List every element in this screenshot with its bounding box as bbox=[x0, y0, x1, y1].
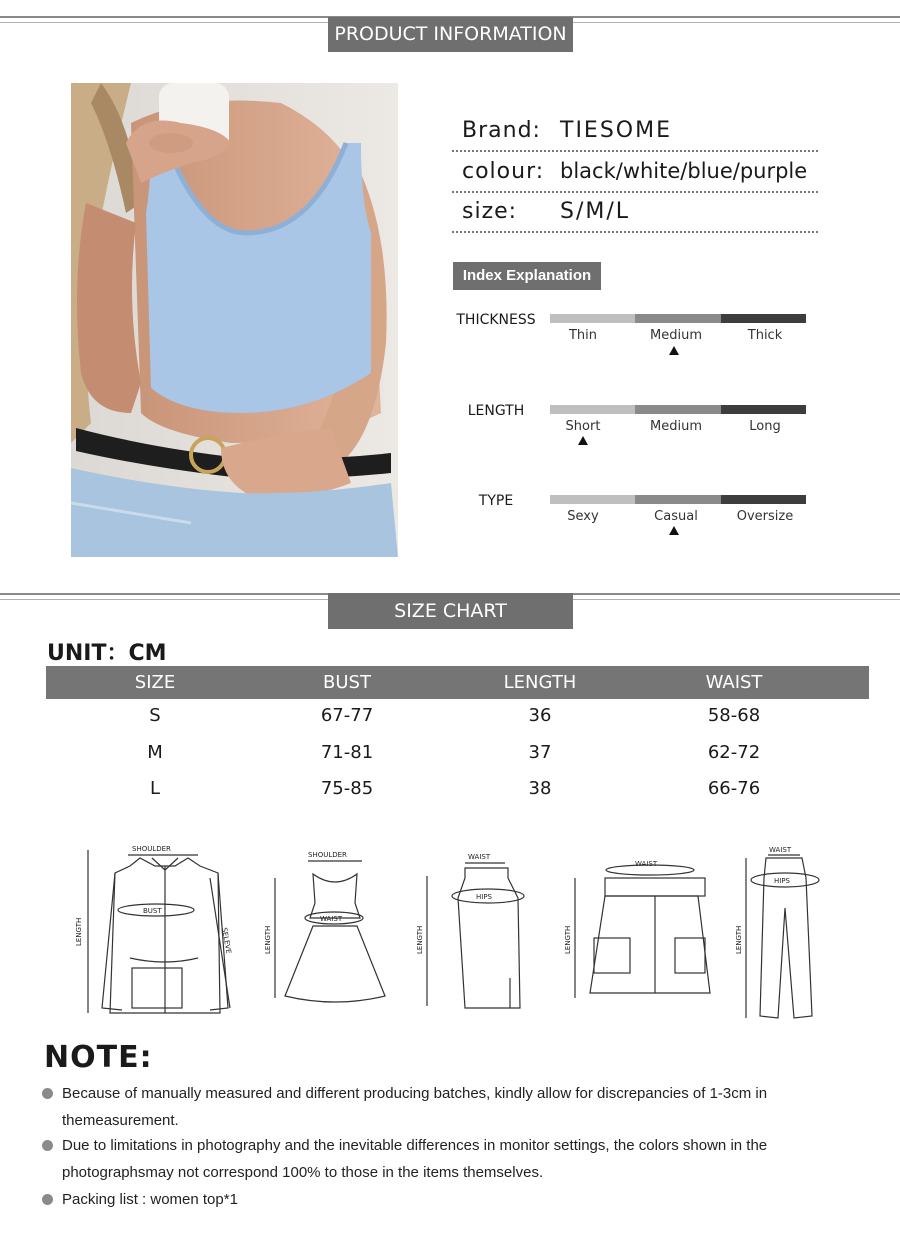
skirt-hips-label: HIPS bbox=[476, 893, 492, 901]
cell-waist: 58-68 bbox=[707, 705, 761, 726]
shorts-waist-label: WAIST bbox=[635, 860, 658, 868]
cell-waist: 62-72 bbox=[707, 742, 761, 763]
brand-label: Brand: bbox=[462, 118, 541, 143]
col-bust: BUST bbox=[323, 672, 371, 693]
skirt-diagram bbox=[416, 853, 524, 1008]
col-size: SIZE bbox=[134, 672, 176, 693]
thickness-label: THICKNESS bbox=[456, 312, 536, 328]
product-info-title: PRODUCT INFORMATION bbox=[334, 23, 567, 45]
bullet-icon bbox=[42, 1088, 53, 1099]
cell-bust: 67-77 bbox=[320, 705, 374, 726]
cell-size: M bbox=[147, 742, 163, 763]
product-info-banner bbox=[328, 17, 573, 52]
skirt-length-label: LENGTH bbox=[416, 925, 424, 954]
type-label: TYPE bbox=[478, 493, 514, 509]
shirt-sleeve-label: SELEVE bbox=[220, 926, 233, 955]
length-selected-marker bbox=[578, 436, 588, 445]
cell-length: 38 bbox=[528, 778, 552, 799]
cell-bust: 71-81 bbox=[320, 742, 374, 763]
colour-value: black/white/blue/purple bbox=[560, 159, 808, 183]
size-table-header bbox=[46, 666, 869, 699]
colour-row bbox=[452, 155, 818, 193]
type-sexy: Sexy bbox=[567, 509, 599, 524]
dress-waist-label: WAIST bbox=[320, 915, 343, 923]
size-value: S/M/L bbox=[560, 199, 631, 224]
cell-bust: 75-85 bbox=[320, 778, 374, 799]
shirt-bust-label: BUST bbox=[143, 907, 162, 915]
cell-size: S bbox=[149, 705, 161, 726]
bullet-icon bbox=[42, 1140, 53, 1151]
size-chart-banner bbox=[328, 593, 573, 629]
dress-diagram bbox=[264, 851, 385, 1002]
shorts-length-label: LENGTH bbox=[564, 925, 572, 954]
shirt-shoulder-label: SHOULDER bbox=[132, 845, 171, 853]
unit-label: UNIT：CM bbox=[47, 641, 167, 666]
bullet-icon bbox=[42, 1194, 53, 1205]
dress-length-label: LENGTH bbox=[264, 925, 272, 954]
cell-size: L bbox=[149, 778, 161, 799]
length-long: Long bbox=[749, 419, 781, 434]
col-length: LENGTH bbox=[503, 672, 577, 693]
cell-length: 36 bbox=[528, 705, 552, 726]
note-title: NOTE: bbox=[44, 1040, 153, 1075]
product-photo bbox=[71, 83, 398, 557]
brand-row bbox=[452, 114, 818, 152]
cell-waist: 66-76 bbox=[707, 778, 761, 799]
note-item: Packing list : women top*1 bbox=[62, 1191, 238, 1208]
skirt-waist-label: WAIST bbox=[468, 853, 491, 861]
size-row bbox=[452, 195, 818, 233]
size-label: size: bbox=[462, 199, 518, 224]
thickness-thin: Thin bbox=[568, 328, 598, 343]
size-chart-title: SIZE CHART bbox=[394, 600, 507, 622]
colour-label: colour: bbox=[462, 159, 545, 184]
pants-diagram bbox=[735, 846, 819, 1018]
shirt-diagram bbox=[75, 845, 232, 1013]
type-oversize: Oversize bbox=[736, 509, 794, 524]
cell-length: 37 bbox=[528, 742, 552, 763]
col-waist: WAIST bbox=[705, 672, 763, 693]
type-casual: Casual bbox=[654, 509, 698, 524]
shirt-length-label: LENGTH bbox=[75, 917, 83, 946]
pants-length-label: LENGTH bbox=[735, 925, 743, 954]
brand-value: TIESOME bbox=[560, 118, 672, 143]
thickness-selected-marker bbox=[669, 346, 679, 355]
thickness-thick: Thick bbox=[747, 328, 783, 343]
measurement-diagrams bbox=[70, 838, 830, 1028]
pants-hips-label: HIPS bbox=[774, 877, 790, 885]
dress-shoulder-label: SHOULDER bbox=[308, 851, 347, 859]
length-label: LENGTH bbox=[467, 403, 525, 419]
type-selected-marker bbox=[669, 526, 679, 535]
index-explanation-title: Index Explanation bbox=[462, 267, 592, 284]
thickness-medium: Medium bbox=[650, 328, 702, 343]
note-item: Because of manually measured and different producing batches, kindly allow for discrepancies of 1-3cm in themeasurement. bbox=[62, 1085, 768, 1129]
index-explanation-banner bbox=[453, 262, 601, 290]
shorts-diagram bbox=[564, 860, 710, 998]
note-item: Due to limitations in photography and the inevitable differences in monitor settings, the colors shown in the photographsmay not correspond 100% to those in the items themselves. bbox=[62, 1137, 768, 1181]
pants-waist-label: WAIST bbox=[769, 846, 792, 854]
length-short: Short bbox=[565, 419, 601, 434]
length-medium: Medium bbox=[650, 419, 702, 434]
